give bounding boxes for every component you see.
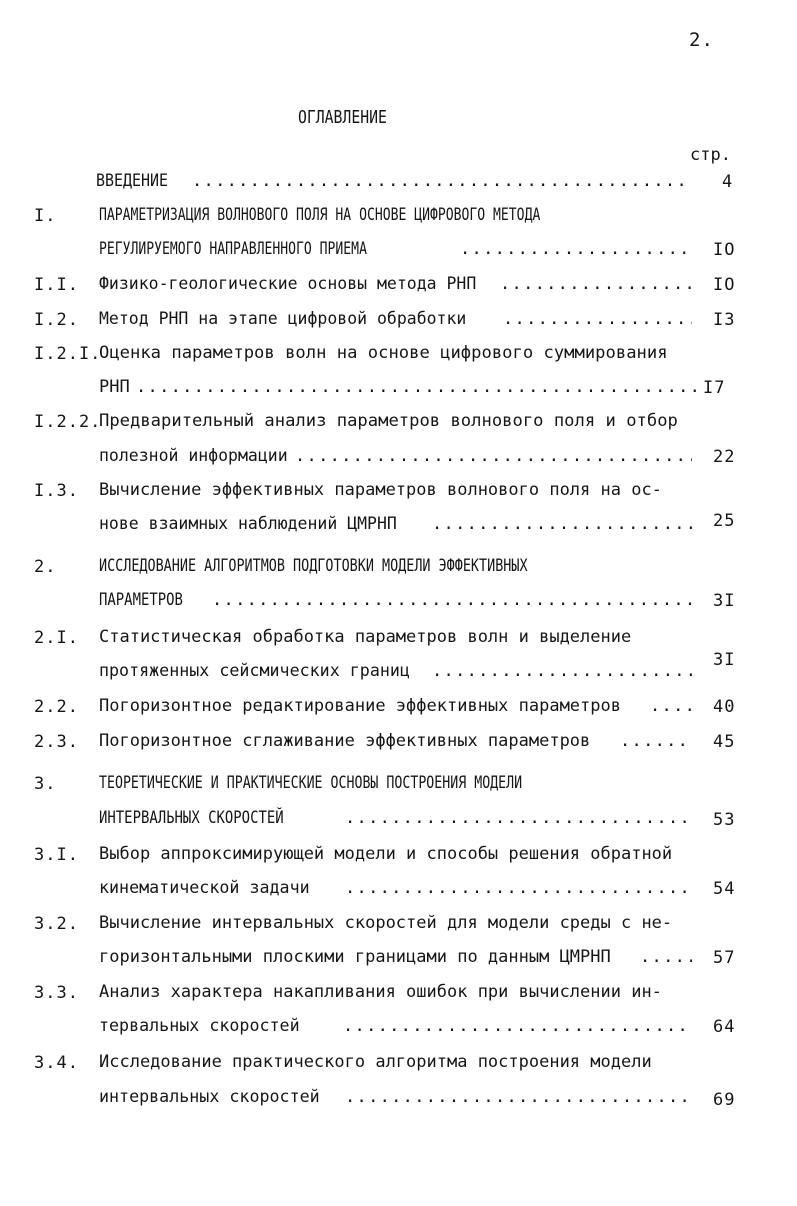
entry-text-line: нове взаимных наблюдений ЦМРНП [99,514,397,534]
dot-leader [136,377,696,397]
entry-text-line: Погоризонтное сглаживание эффективных параметров [99,731,591,751]
entry-text-line: интервальных скоростей [99,1087,320,1107]
dot-leader [212,590,696,610]
entry-number: I.2. [34,310,79,330]
entry-page: 3I [713,591,736,611]
entry-text-line: Метод РНП на этапе цифровой обработки [99,309,467,329]
entry-text-line: тервальных скоростей [99,1016,300,1036]
entry-text-line: Предварительный анализ параметров волнового поля и отбор [99,411,678,431]
entry-text-line: ВВЕДЕНИЕ [96,171,169,191]
entry-page: 45 [713,732,736,752]
entry-text-line: ПАРАМЕТРОВ [99,590,183,610]
entry-number: I.3. [34,481,79,501]
dot-leader [650,696,692,716]
entry-page: 4 [722,172,734,192]
entry-page: IO [713,240,736,260]
entry-text-line: Физико-геологические основы метода РНП [99,274,477,294]
entry-text-line: РЕГУЛИРУЕМОГО НАПРАВЛЕННОГО ПРИЕМА [99,239,367,259]
entry-text-line: ПАРАМЕТРИЗАЦИЯ ВОЛНОВОГО ПОЛЯ НА ОСНОВЕ ЦИФРОВОГО МЕТОДА [99,205,541,225]
entry-page: 54 [713,879,736,899]
entry-number: I. [34,206,57,226]
entry-text-line: горизонтальными плоскими границами по данным ЦМРНП [99,947,611,967]
dot-leader [345,1087,692,1107]
entry-text-line: Выбор аппроксимирующей модели и способы решения обратной [99,844,673,864]
page-column-label: стр. [690,145,731,165]
entry-number: 2.I. [34,628,79,648]
entry-page: 25 [713,511,736,531]
page-number: 2. [689,29,714,51]
entry-text-line: протяженных сейсмических границ [99,661,410,681]
entry-page: 22 [713,447,736,467]
entry-text-line: Вычисление интервальных скоростей для модели среды с не- [99,913,673,933]
dot-leader [620,731,692,751]
entry-page: 64 [713,1017,736,1037]
entry-page: I7 [703,378,726,398]
entry-text-line: ТЕОРЕТИЧЕСКИЕ И ПРАКТИЧЕСКИЕ ОСНОВЫ ПОСТРОЕНИЯ МОДЕЛИ [99,773,523,793]
entry-number: 3. [34,774,57,794]
dot-leader [295,446,692,466]
entry-text-line: Погоризонтное редактирование эффективных параметров [99,696,621,716]
entry-number: I.2.I. [34,344,102,364]
entry-text-line: Статистическая обработка параметров волн и выделение [99,627,632,647]
dot-leader [345,878,692,898]
entry-page: 40 [713,697,736,717]
entry-text-line: Оценка параметров волн на основе цифрового суммирования [99,343,668,363]
dot-leader [432,514,692,534]
dot-leader [500,274,692,294]
entry-text-line: ИССЛЕДОВАНИЕ АЛГОРИТМОВ ПОДГОТОВКИ МОДЕЛИ ЭФФЕКТИВНЫХ [99,556,528,576]
entry-text-line: Исследование практического алгоритма построения модели [99,1052,652,1072]
entry-number: 3.3. [34,983,79,1003]
dot-leader [345,808,692,828]
entry-number: 3.2. [34,914,79,934]
entry-text-line: Анализ характера накапливания ошибок при вычислении ин- [99,982,662,1002]
entry-number: 3.I. [34,845,79,865]
entry-number: 3.4. [34,1053,79,1073]
dot-leader [343,1016,692,1036]
entry-number: I.I. [34,275,79,295]
dot-leader [192,171,692,191]
entry-text-line: РНП [99,377,130,397]
entry-page: I3 [713,310,736,330]
entry-number: 2.3. [34,732,79,752]
entry-number: 2. [34,557,57,577]
dot-leader [640,947,692,967]
entry-number: 2.2. [34,697,79,717]
page-title: ОГЛАВЛЕНИЕ [298,107,387,128]
entry-text-line: ИНТЕРВАЛЬНЫХ СКОРОСТЕЙ [99,808,284,828]
entry-text-line: Вычисление эффективных параметров волнового поля на ос- [99,480,662,500]
entry-text-line: кинематической задачи [99,878,310,898]
entry-page: 69 [713,1090,736,1110]
dot-leader [432,661,692,681]
dot-leader [460,239,692,259]
dot-leader [503,309,692,329]
entry-number: I.2.2. [34,412,102,432]
entry-text-line: полезной информации [99,446,288,466]
entry-page: 57 [713,948,736,968]
entry-page: 3I [713,650,736,670]
entry-page: 53 [713,810,736,830]
entry-page: IO [713,275,736,295]
